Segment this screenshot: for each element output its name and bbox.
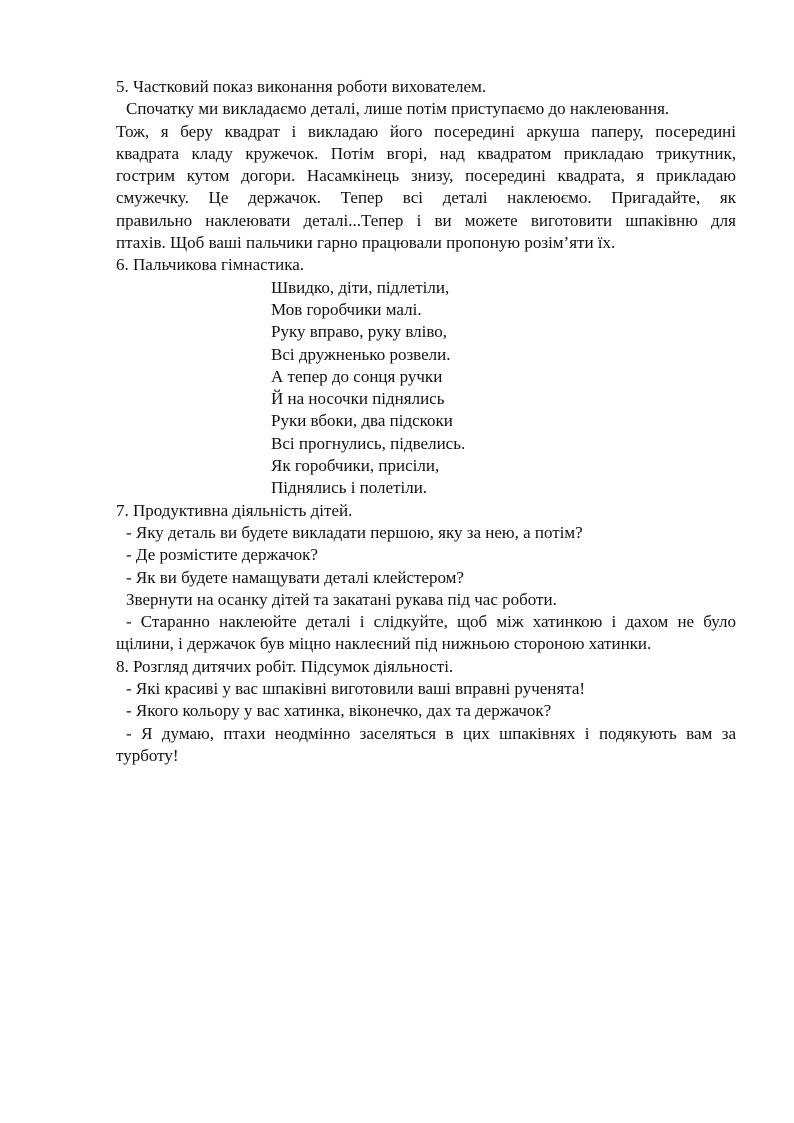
poem-line: Руку вправо, руку вліво, [271, 322, 448, 342]
section-heading: 6. Пальчикова гімнастика. [116, 255, 305, 275]
dialogue-line: - Я думаю, птахи неодмінно заселяться в цих шпаківнях і подякують вам за [126, 723, 736, 743]
paragraph-line: Спочатку ми викладаємо деталі, лише потім приступаємо до наклеювання. [126, 99, 670, 119]
poem-line: Всі прогнулись, підвелись. [271, 433, 466, 453]
paragraph-line: Тож, я беру квадрат і викладаю його посередині аркуша паперу, посередині [116, 121, 736, 141]
dialogue-line: - Де розмістите держачок? [126, 545, 318, 565]
paragraph-line: гострим кутом догори. Насамкінець знизу, посередині квадрата, я прикладаю [116, 166, 736, 186]
paragraph-line: смужечку. Це держачок. Тепер всі деталі наклеюємо. Пригадайте, як [116, 188, 736, 208]
poem-line: Як горобчики, присіли, [271, 456, 440, 476]
poem-line: Мов горобчики малі. [271, 299, 422, 319]
section-heading: 5. Частковий показ виконання роботи вихователем. [116, 77, 487, 96]
poem-line: Руки вбоки, два підскоки [271, 411, 453, 431]
section-heading: 8. Розгляд дитячих робіт. Підсумок діяльності. [116, 656, 454, 676]
poem-line: Швидко, діти, підлетіли, [271, 277, 450, 297]
paragraph-line: птахів. Щоб ваші пальчики гарно працювали пропоную розім’яти їх. [116, 233, 616, 253]
paragraph-line: правильно наклеювати деталі...Тепер і ви можете виготовити шпаківню для [116, 210, 736, 230]
document-body [116, 76, 736, 767]
dialogue-line: щілини, і держачок був міцно наклеєний під нижньою стороною хатинки. [116, 634, 652, 654]
dialogue-line: - Як ви будете намащувати деталі клейстером? [126, 567, 464, 587]
poem-line: Піднялись і полетіли. [271, 478, 428, 498]
poem-line: А тепер до сонця ручки [271, 366, 443, 386]
paragraph-line: квадрата кладу кружечок. Потім вгорі, над квадратом прикладаю трикутник, [116, 143, 736, 163]
poem-line: Й на носочки піднялись [271, 389, 445, 409]
section-heading: 7. Продуктивна діяльність дітей. [116, 500, 353, 520]
instruction-line: Звернути на осанку дітей та закатані рукава під час роботи. [126, 589, 557, 609]
dialogue-line: турботу! [116, 745, 179, 765]
dialogue-line: - Якого кольору у вас хатинка, віконечко, дах та держачок? [126, 701, 552, 721]
dialogue-line: - Старанно наклеюйте деталі і слідкуйте, щоб між хатинкою і дахом не було [126, 612, 736, 632]
dialogue-line: - Які красиві у вас шпаківні виготовили ваші вправні рученята! [126, 679, 586, 699]
poem-line: Всі дружненько розвели. [271, 344, 451, 364]
dialogue-line: - Яку деталь ви будете викладати першою, яку за нею, а потім? [126, 522, 583, 542]
